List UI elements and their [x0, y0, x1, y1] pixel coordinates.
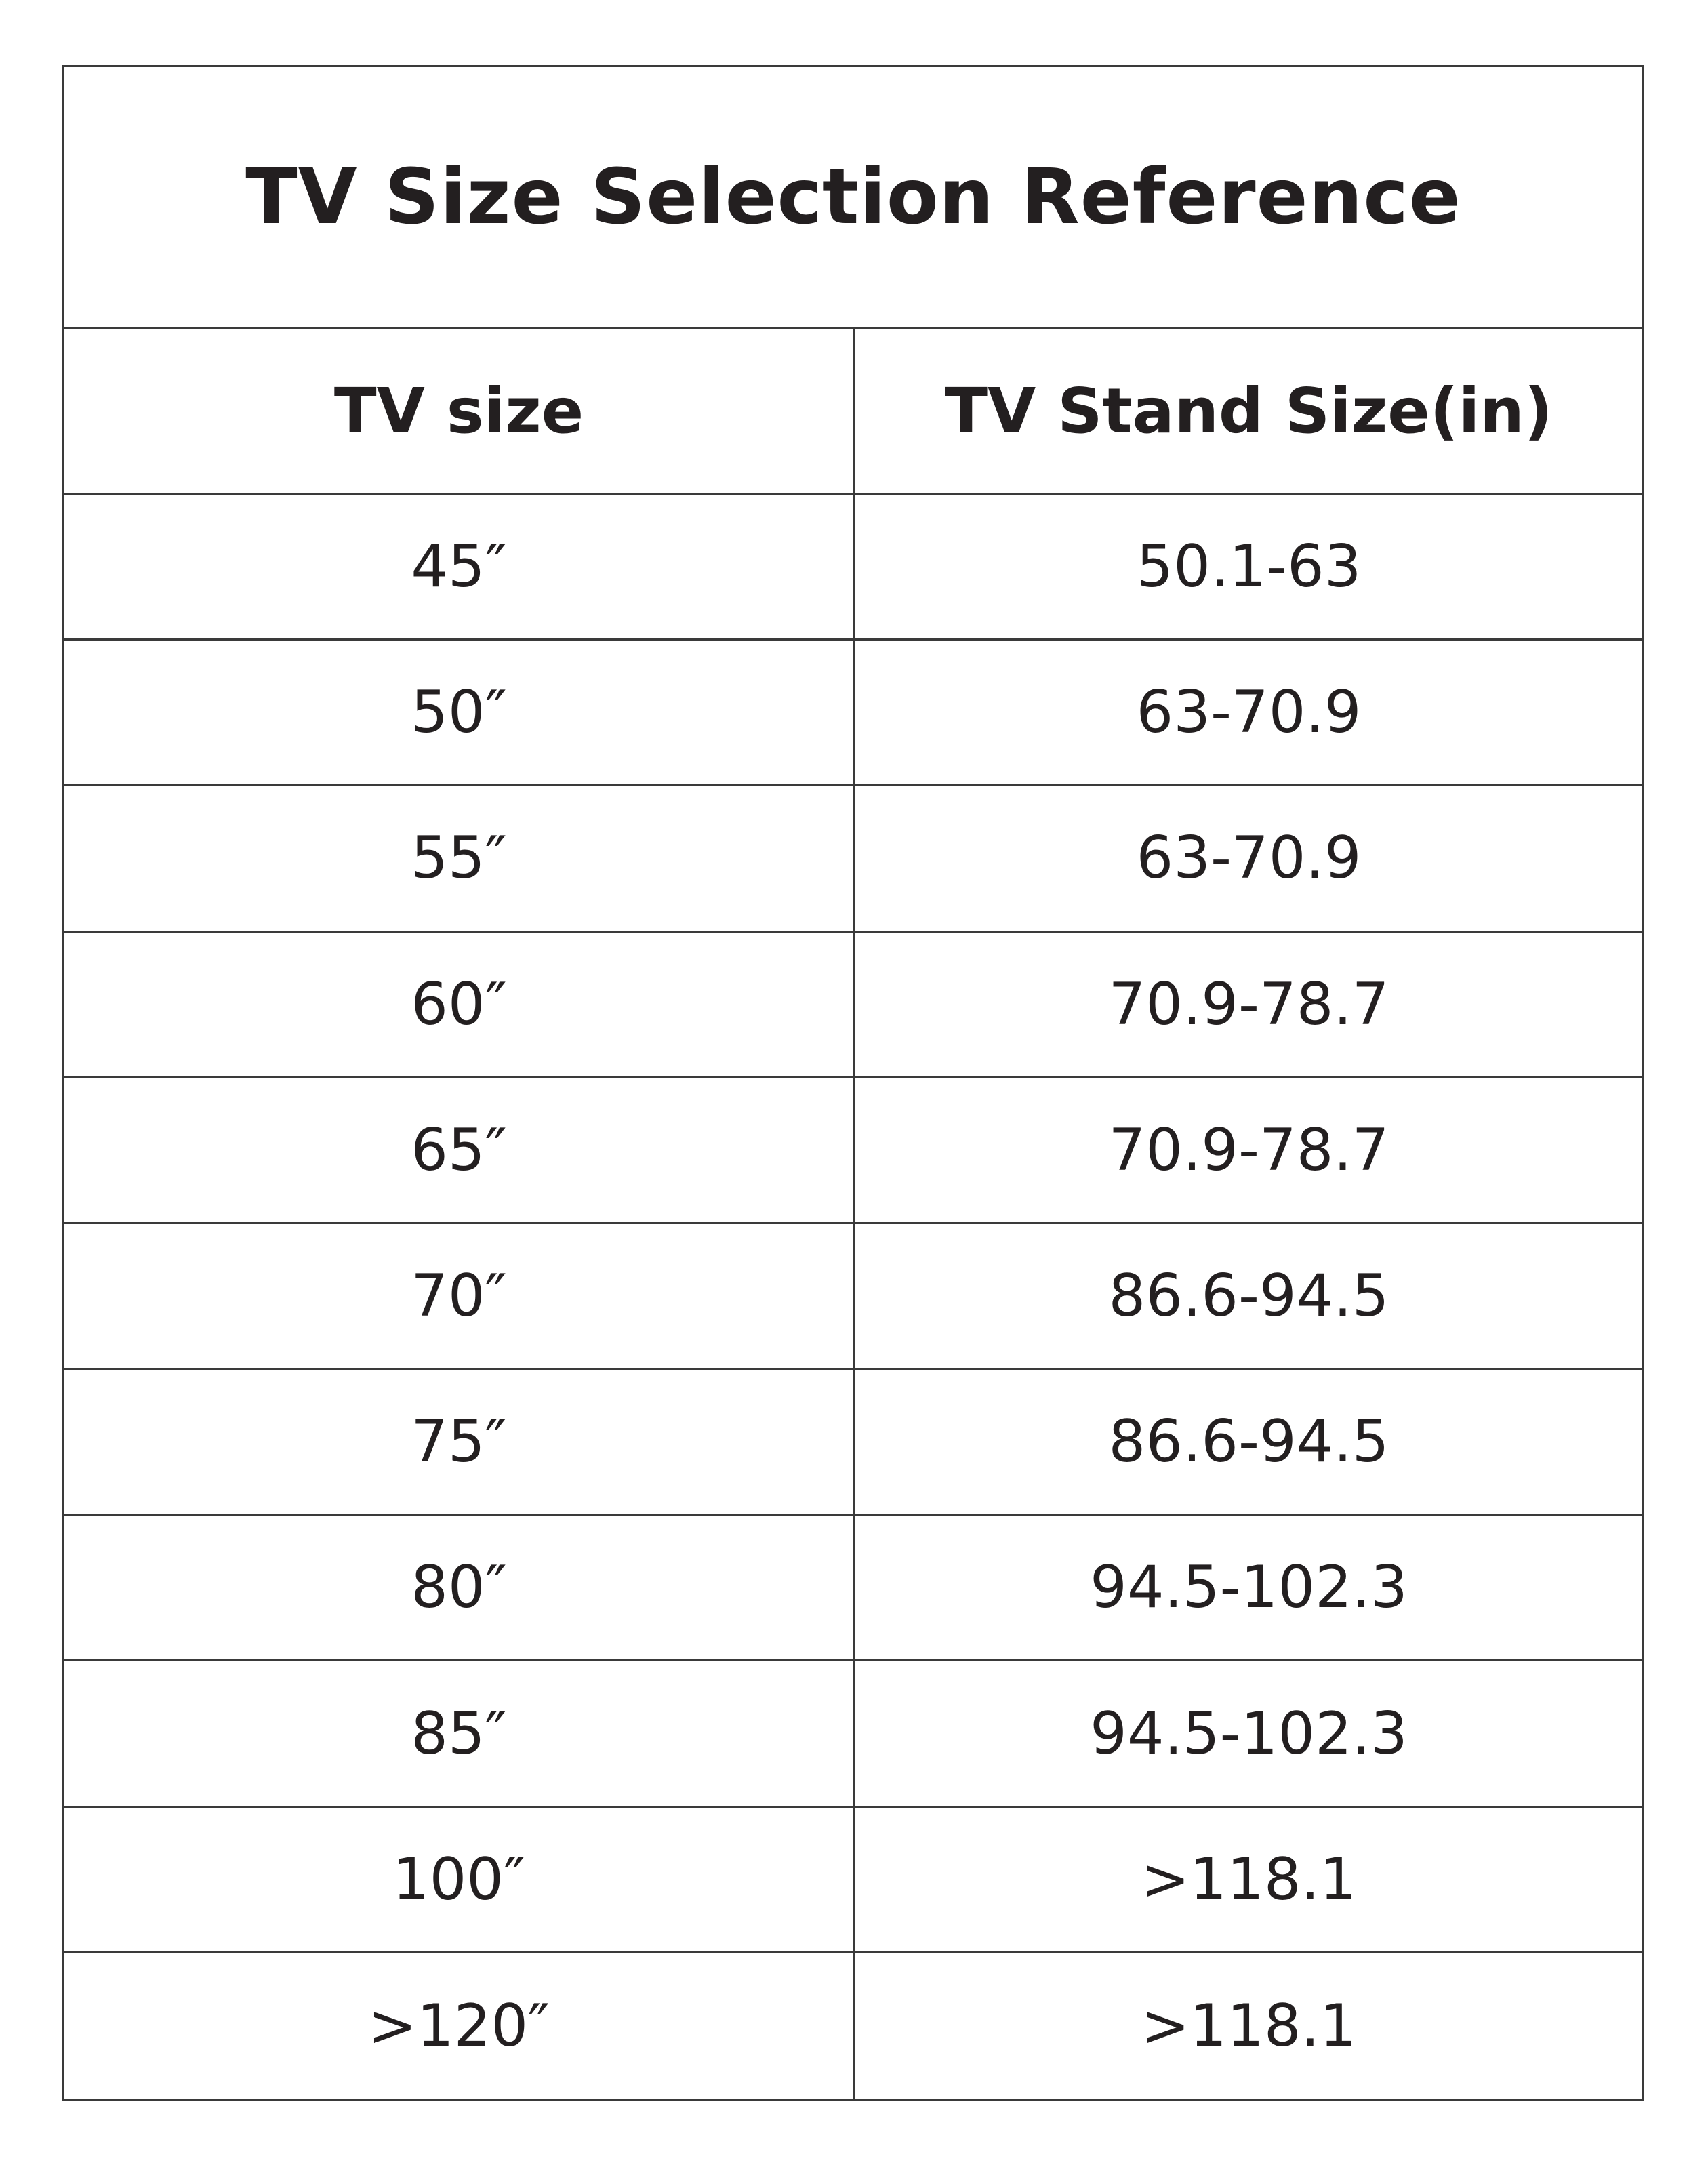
- header-tv-size: TV size: [333, 374, 584, 447]
- table-row: [64, 1808, 855, 1953]
- tv-size-value: 75″: [411, 1408, 507, 1476]
- table-row: [855, 1808, 1642, 1953]
- stand-size-value: 70.9-78.7: [1108, 1116, 1389, 1184]
- header-cell-tv-size: [64, 329, 855, 495]
- header-cell-stand-size: [855, 329, 1642, 495]
- stand-size-value: 86.6-94.5: [1108, 1408, 1389, 1476]
- stand-size-value: 70.9-78.7: [1108, 970, 1389, 1038]
- stand-size-value: >118.1: [1141, 1992, 1357, 2061]
- tv-size-value: 80″: [411, 1554, 507, 1622]
- table-row: [855, 1370, 1642, 1516]
- stand-size-value: 86.6-94.5: [1108, 1261, 1389, 1330]
- table-row: [855, 786, 1642, 932]
- tv-size-value: 60″: [411, 970, 507, 1038]
- stand-size-value: >118.1: [1141, 1845, 1357, 1913]
- table-row: [64, 933, 855, 1078]
- table-row: [64, 495, 855, 641]
- tv-size-value: 65″: [411, 1116, 507, 1184]
- table-row: [64, 1370, 855, 1516]
- tv-size-value: 85″: [411, 1699, 507, 1768]
- stand-size-value: 94.5-102.3: [1090, 1554, 1408, 1622]
- table-row: [855, 933, 1642, 1078]
- table-row: [855, 1224, 1642, 1370]
- tv-size-value: 55″: [411, 824, 507, 893]
- table-row: [855, 1953, 1642, 2099]
- stand-size-value: 50.1-63: [1136, 533, 1362, 601]
- table-row: [64, 1953, 855, 2099]
- table-row: [855, 1078, 1642, 1224]
- stand-size-value: 63-70.9: [1136, 678, 1362, 747]
- table-row: [64, 1224, 855, 1370]
- table-title-row: [64, 67, 1642, 329]
- tv-size-value: 45″: [411, 533, 507, 601]
- tv-size-value: 100″: [392, 1845, 526, 1913]
- table-row: [64, 1516, 855, 1661]
- tv-size-value: 50″: [411, 678, 507, 747]
- table-grid: [64, 329, 1642, 2099]
- table-row: [855, 495, 1642, 641]
- stand-size-value: 94.5-102.3: [1090, 1699, 1408, 1768]
- tv-size-value: 70″: [411, 1261, 507, 1330]
- header-stand-size: TV Stand Size(in): [945, 374, 1553, 447]
- table-row: [64, 1078, 855, 1224]
- table-row: [64, 641, 855, 786]
- tv-size-table: [62, 65, 1644, 2101]
- stand-size-value: 63-70.9: [1136, 824, 1362, 893]
- table-row: [855, 1516, 1642, 1661]
- tv-size-value: >120″: [367, 1992, 550, 2061]
- table-row: [855, 1661, 1642, 1807]
- table-row: [855, 641, 1642, 786]
- table-row: [64, 786, 855, 932]
- table-title: TV Size Selection Reference: [245, 153, 1461, 241]
- table-row: [64, 1661, 855, 1807]
